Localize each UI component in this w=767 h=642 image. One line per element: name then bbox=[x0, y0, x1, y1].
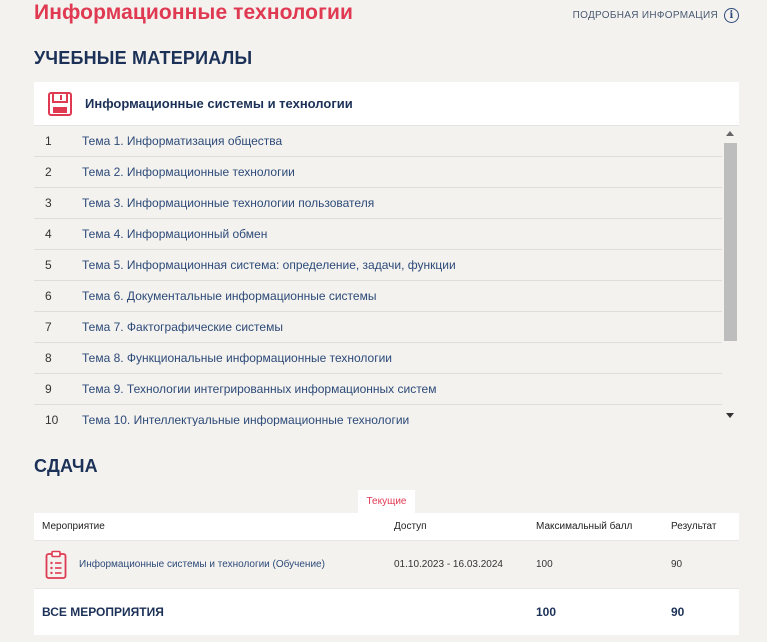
topic-link[interactable]: Тема 8. Функциональные информационные технологии bbox=[82, 351, 393, 365]
scroll-up-icon[interactable] bbox=[726, 131, 734, 136]
column-header-access: Доступ bbox=[394, 521, 427, 532]
list-item[interactable] bbox=[34, 343, 722, 374]
total-max-score: 100 bbox=[536, 605, 557, 619]
table-row[interactable] bbox=[34, 541, 739, 589]
table-header bbox=[34, 513, 739, 541]
events-table bbox=[34, 513, 739, 635]
total-label: ВСЕ МЕРОПРИЯТИЯ bbox=[42, 605, 164, 619]
max-score-cell: 100 bbox=[536, 559, 553, 570]
topic-link[interactable]: Тема 3. Информационные технологии пользователя bbox=[82, 196, 375, 210]
topic-number: 10 bbox=[45, 413, 59, 426]
topic-number: 6 bbox=[45, 289, 52, 303]
book-icon bbox=[47, 91, 73, 117]
more-info-label: ПОДРОБНАЯ ИНФОРМАЦИЯ bbox=[572, 10, 718, 21]
topic-number: 2 bbox=[45, 165, 52, 179]
result-cell: 90 bbox=[671, 559, 683, 570]
access-cell: 01.10.2023 - 16.03.2024 bbox=[394, 559, 503, 570]
topic-number: 7 bbox=[45, 320, 52, 334]
column-header-result: Результат bbox=[671, 521, 717, 532]
scrollbar-thumb[interactable] bbox=[724, 143, 737, 341]
topic-link[interactable]: Тема 2. Информационные технологии bbox=[82, 165, 295, 179]
topics-scrollbar[interactable] bbox=[722, 126, 739, 426]
topic-number: 4 bbox=[45, 227, 52, 241]
list-item[interactable] bbox=[34, 250, 722, 281]
list-item[interactable] bbox=[34, 219, 722, 250]
clipboard-icon bbox=[45, 550, 67, 580]
topic-number: 8 bbox=[45, 351, 52, 365]
topic-number: 1 bbox=[45, 134, 52, 148]
total-result: 90 bbox=[671, 605, 685, 619]
column-header-event: Мероприятие bbox=[42, 521, 105, 532]
topic-number: 5 bbox=[45, 258, 52, 272]
course-name: Информационные системы и технологии bbox=[85, 96, 353, 111]
topic-link[interactable]: Тема 4. Информационный обмен bbox=[82, 227, 268, 241]
scroll-down-icon[interactable] bbox=[726, 413, 734, 418]
submission-section-title: СДАЧА bbox=[34, 456, 98, 476]
topic-link[interactable]: Тема 1. Информатизация общества bbox=[82, 134, 283, 148]
topic-number: 3 bbox=[45, 196, 52, 210]
list-item[interactable] bbox=[34, 188, 722, 219]
info-icon[interactable]: i bbox=[724, 8, 739, 23]
more-info-link[interactable] bbox=[573, 8, 739, 23]
event-cell bbox=[34, 550, 394, 580]
list-item[interactable] bbox=[34, 374, 722, 405]
event-link[interactable]: Информационные системы и технологии (Обучение) bbox=[79, 559, 325, 570]
topic-number: 9 bbox=[45, 382, 52, 396]
topic-link[interactable]: Тема 9. Технологии интегрированных информационных систем bbox=[82, 382, 437, 396]
list-item[interactable] bbox=[34, 126, 722, 157]
total-row bbox=[34, 589, 739, 635]
course-card[interactable] bbox=[34, 82, 739, 126]
page-title: Информационные технологии bbox=[34, 1, 353, 24]
topic-link[interactable]: Тема 10. Интеллектуальные информационные технологии bbox=[82, 413, 410, 426]
tab-current[interactable]: Текущие bbox=[358, 490, 415, 513]
topic-link[interactable]: Тема 6. Документальные информационные системы bbox=[82, 289, 377, 303]
topic-link[interactable]: Тема 5. Информационная система: определение, задачи, функции bbox=[82, 258, 456, 272]
list-item[interactable] bbox=[34, 157, 722, 188]
list-item[interactable] bbox=[34, 281, 722, 312]
list-item[interactable] bbox=[34, 312, 722, 343]
materials-section-title: УЧЕБНЫЕ МАТЕРИАЛЫ bbox=[34, 48, 253, 68]
topics-list[interactable] bbox=[34, 126, 739, 426]
list-item[interactable] bbox=[34, 405, 722, 426]
topic-link[interactable]: Тема 7. Фактографические системы bbox=[82, 320, 283, 334]
column-header-max-score: Максимальный балл bbox=[536, 521, 633, 532]
